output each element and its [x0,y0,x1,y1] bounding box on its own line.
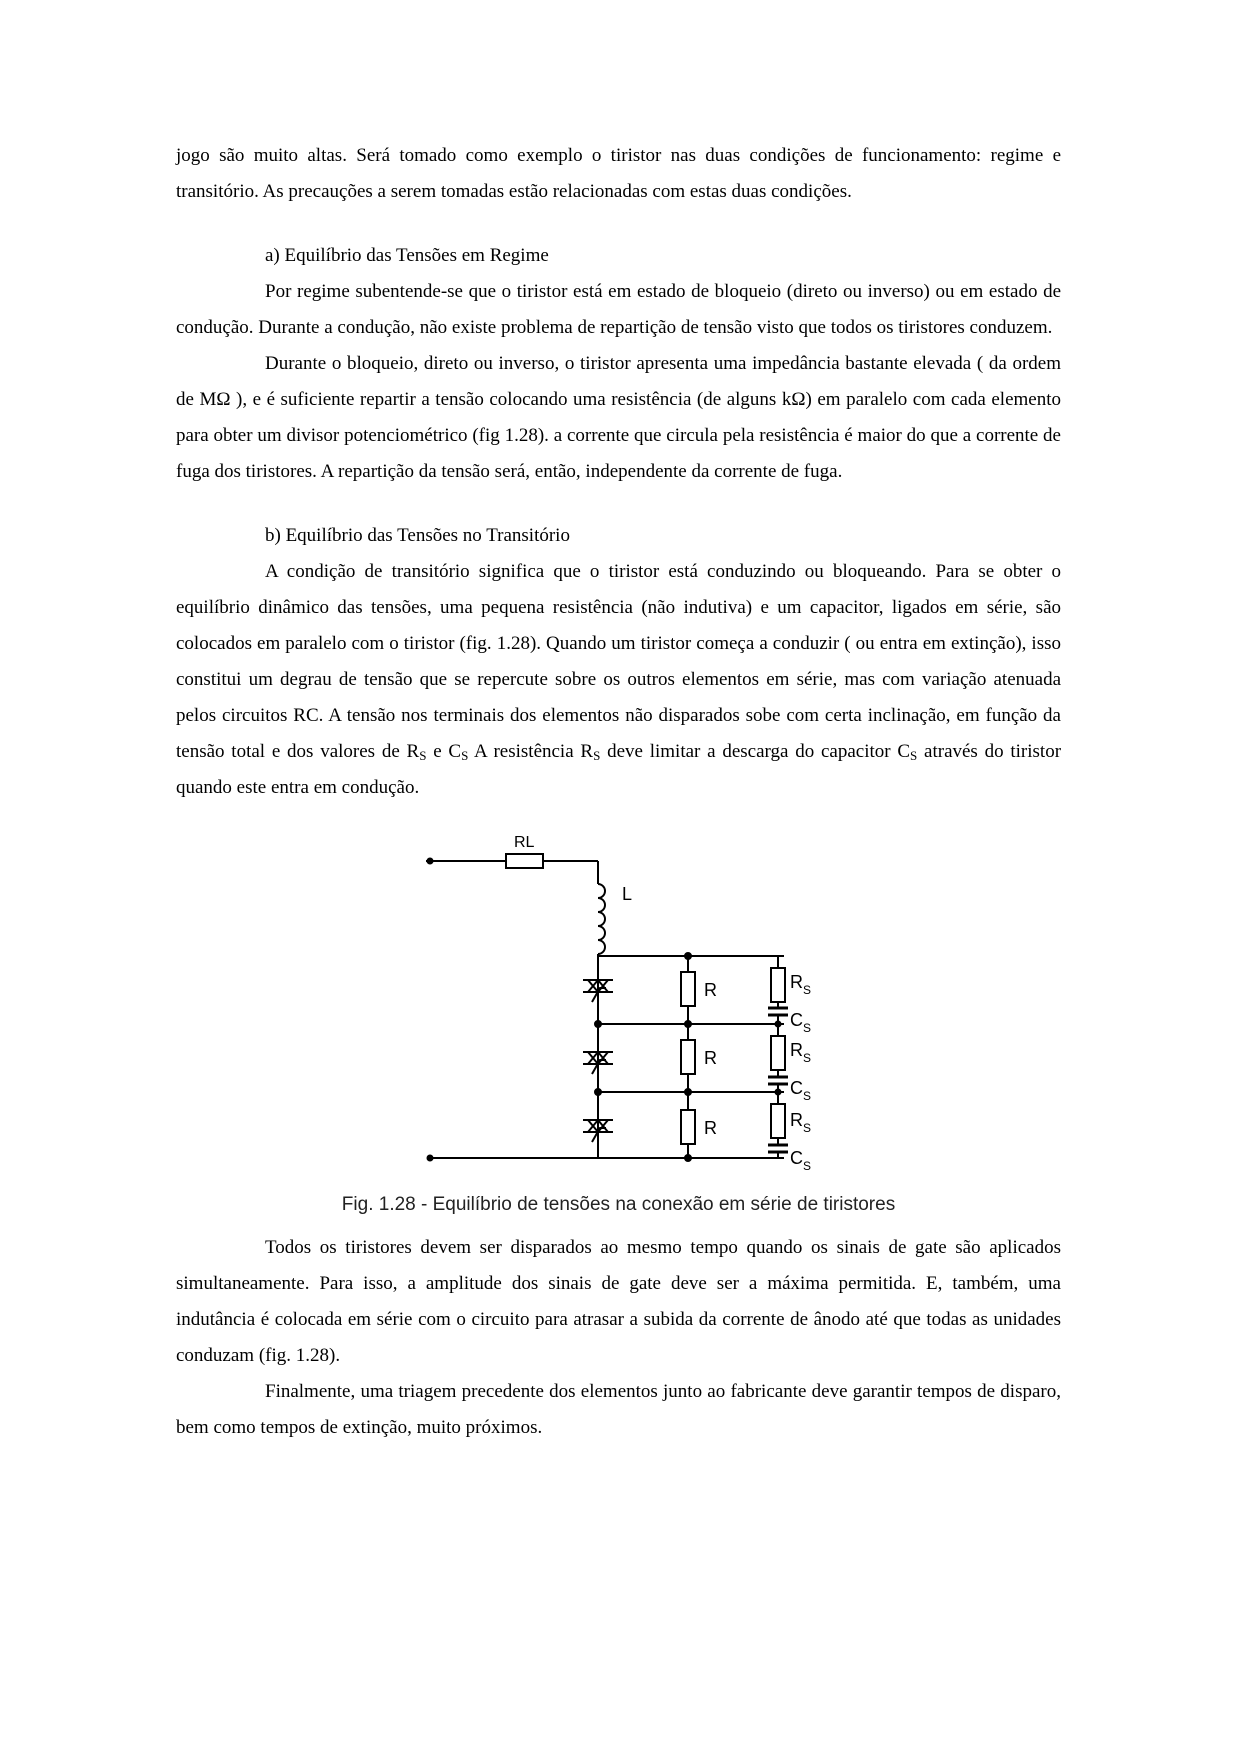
label-cs-3: $C_S$ [790,1148,812,1173]
section-heading-b: b) Equilíbrio das Tensões no Transitório [265,525,570,546]
figure-circuit [176,830,1061,1310]
paragraph-transitorio: A condição de transitório significa que o tiristor está conduzindo ou bloqueando. Para se obter o equilíbrio dinâmico das tensões, uma pequena resistência (não indutiva) e um capacitor, ligados em série, são colocados em paralelo com o tiristor (fig. 1.28). Quando um tiristor começa a conduzir ( ou entra em extinção), isso constitui um degrau de tensão que se repercute sobre os outros elementos em série, mas com variação atenuada pelos circuitos RC. A tensão nos terminais dos elementos não disparados sobe com certa inclinação, em função da tensão total e dos valores de $R_S$ e $C_S$ A resistência $R_S$ deve limitar a descarga do capacitor $C_S$ através do tiristor quando este entra em condução. [176,561,1062,798]
label-r-1: R [704,980,717,1000]
inductor-l [598,884,605,954]
resistor-r-3 [681,1110,695,1144]
paragraph-intro: jogo são muito altas. Será tomado como exemplo o tiristor nas duas condições de funcionamento: regime e transitório. As precauções a serem tomadas estão relacionadas com estas duas condições. [176,145,1061,202]
label-cs-1: $C_S$ [790,1010,812,1035]
label-rl: RL [514,834,535,851]
capacitor-cs-2 [768,1077,788,1084]
resistor-r-2 [681,1040,695,1074]
paragraph-triagem: Finalmente, uma triagem precedente dos elementos junto ao fabricante deve garantir tempos de disparo, bem como tempos de extinção, muito próximos. [176,1381,1061,1438]
paragraph-bloqueio: Durante o bloqueio, direto ou inverso, o tiristor apresenta uma impedância bastante elevada ( da ordem de MΩ ), e é suficiente repartir a tensão colocando uma resistência (de alguns kΩ) em paralelo com cada elemento para obter um divisor potenciométrico (fig 1.28). a corrente que circula pela resistência é maior do que a corrente de fuga dos tiristores. A repartição da tensão será, então, independente da corrente de fuga. [176,353,1061,482]
resistor-rs-1 [771,968,785,1002]
resistor-rl [506,854,543,868]
circuit-diagram [176,830,1061,1230]
figure-caption: Fig. 1.28 - Equilíbrio de tensões na conexão em série de tiristores [341,1194,896,1215]
label-r-2: R [704,1048,717,1068]
label-r-3: R [704,1118,717,1138]
label-rs-1: $R_S$ [790,972,812,997]
label-cs-2: $C_S$ [790,1078,812,1103]
paragraph-regime: Por regime subentende-se que o tiristor está em estado de bloqueio (direto ou inverso) ou em estado de condução. Durante a condução, não existe problema de repartição de tensão visto que todos os tiristores conduzem. [176,281,1061,338]
label-rs-3: $R_S$ [790,1110,812,1135]
resistor-rs-2 [771,1036,785,1070]
terminal-bottom [428,1156,433,1161]
section-heading-a: a) Equilíbrio das Tensões em Regime [265,245,549,266]
resistor-r-1 [681,972,695,1006]
capacitor-cs-3 [768,1145,788,1152]
capacitor-cs-1 [768,1008,788,1015]
label-l: L [622,884,633,904]
resistor-rs-3 [771,1104,785,1138]
document-page [176,138,1061,1446]
label-rs-2: $R_S$ [790,1040,812,1065]
paragraph-disparo: Todos os tiristores devem ser disparados ao mesmo tempo quando os sinais de gate são aplicados simultaneamente. Para isso, a amplitude dos sinais de gate deve ser a máxima permitida. E, também, uma indutância é colocada em série com o circuito para atrasar a subida da corrente de ânodo até que todas as unidades conduzam (fig. 1.28). [176,1237,1061,1366]
